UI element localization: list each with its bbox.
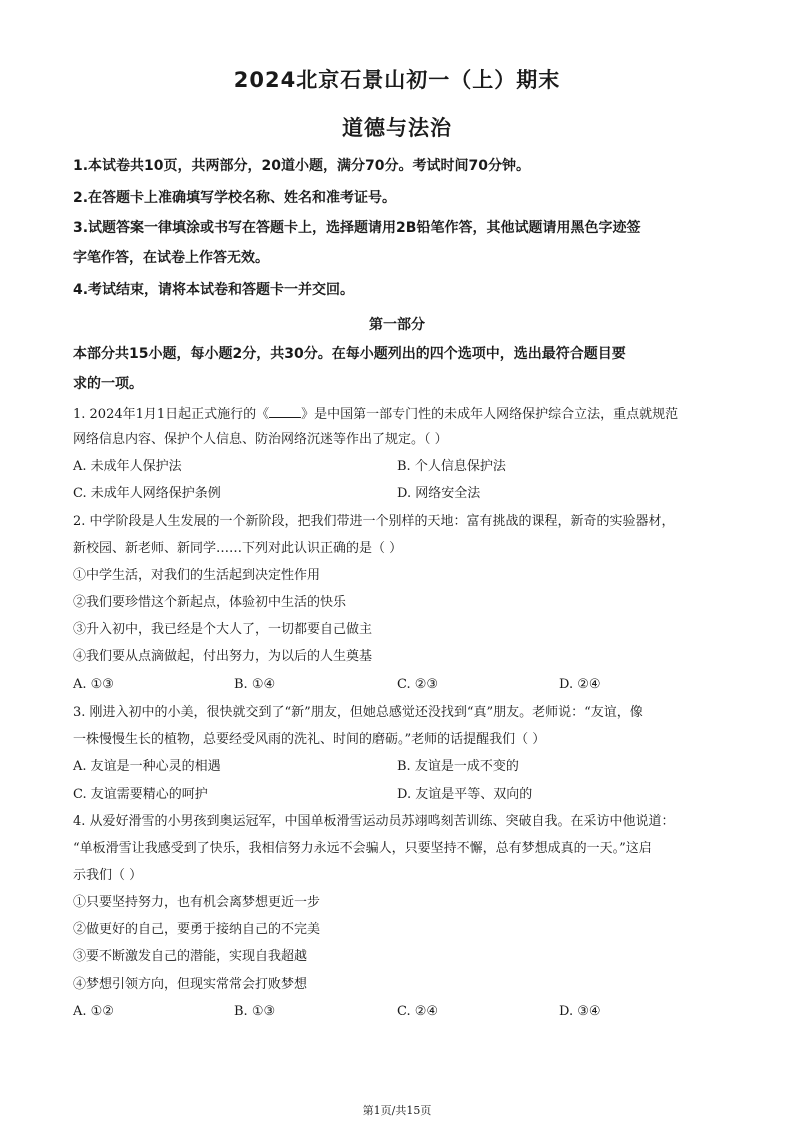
part-intro-cont: 求的一项。 bbox=[73, 376, 143, 392]
exam-title: 2024北京石景山初一（上）期末 bbox=[233, 68, 561, 92]
part-intro: 本部分共15小题，每小题2分，共30分。在每小题列出的四个选项中，选出最符合题目要 bbox=[73, 346, 626, 362]
answer-blank bbox=[269, 404, 301, 418]
q2-item-2: ②我们要珍惜这个新起点，体验初中生活的快乐 bbox=[73, 595, 347, 610]
q1-stem-a: 1. 2024年1月1日起正式施行的《 bbox=[73, 407, 270, 422]
q1-option-d: D. 网络安全法 bbox=[397, 486, 481, 501]
subject-title: 道德与法治 bbox=[342, 116, 452, 140]
notice-3-cont: 字笔作答，在试卷上作答无效。 bbox=[73, 250, 269, 266]
q2-option-c: C. ②③ bbox=[397, 677, 439, 692]
q3-option-d: D. 友谊是平等、双向的 bbox=[397, 787, 533, 802]
q4-item-4: ④梦想引领方向，但现实常常会打败梦想 bbox=[73, 977, 308, 992]
q4-stem-cont: “单板滑雪让我感受到了快乐，我相信努力永远不会骗人，只要坚持不懈，总有梦想成真的一天。”这启 bbox=[73, 841, 652, 856]
q2-option-b: B. ①④ bbox=[234, 677, 276, 692]
q4-item-1: ①只要坚持努力，也有机会离梦想更近一步 bbox=[73, 895, 321, 910]
notice-1: 1.本试卷共10页，共两部分，20道小题，满分70分。考试时间70分钟。 bbox=[73, 158, 530, 174]
q2-option-a: A. ①③ bbox=[73, 677, 114, 692]
q2-option-d: D. ②④ bbox=[559, 677, 601, 692]
notice-2: 2.在答题卡上准确填写学校名称、姓名和准考证号。 bbox=[73, 190, 397, 206]
q2-stem: 2. 中学阶段是人生发展的一个新阶段，把我们带进一个别样的天地：富有挑战的课程，新奇的实验器材， bbox=[73, 514, 675, 529]
q4-stem: 4. 从爱好滑雪的小男孩到奥运冠军，中国单板滑雪运动员苏翊鸣刻苦训练、突破自我。在采访中他说道： bbox=[73, 814, 675, 829]
page-number: 第1页/共15页 bbox=[362, 1104, 432, 1117]
notice-3: 3.试题答案一律填涂或书写在答题卡上，选择题请用2B铅笔作答，其他试题请用黑色字迹签 bbox=[73, 220, 641, 236]
q2-item-4: ④我们要从点滴做起，付出努力，为以后的人生奠基 bbox=[73, 649, 373, 664]
q4-item-3: ③要不断激发自己的潜能，实现自我超越 bbox=[73, 949, 308, 964]
q3-option-b: B. 友谊是一成不变的 bbox=[397, 759, 519, 774]
q1-stem-cont: 网络信息内容、保护个人信息、防治网络沉迷等作出了规定。（ ） bbox=[73, 432, 448, 447]
q4-item-2: ②做更好的自己，要勇于接纳自己的不完美 bbox=[73, 922, 321, 937]
notice-4: 4.考试结束，请将本试卷和答题卡一并交回。 bbox=[73, 282, 355, 298]
q2-item-1: ①中学生活，对我们的生活起到决定性作用 bbox=[73, 568, 321, 583]
q1-option-c: C. 未成年人网络保护条例 bbox=[73, 486, 221, 501]
q3-option-c: C. 友谊需要精心的呵护 bbox=[73, 787, 208, 802]
part-title: 第一部分 bbox=[369, 317, 425, 333]
q1-stem-b: 》是中国第一部专门性的未成年人网络保护综合立法，重点就规范 bbox=[301, 407, 679, 422]
q3-stem-cont: 一株慢慢生长的植物，总要经受风雨的洗礼、时间的磨砺。”老师的话提醒我们（ ） bbox=[73, 732, 546, 747]
q4-option-a: A. ①② bbox=[73, 1004, 114, 1019]
q1-stem bbox=[73, 404, 723, 424]
q4-option-d: D. ③④ bbox=[559, 1004, 601, 1019]
q1-option-a: A. 未成年人保护法 bbox=[73, 459, 182, 474]
q2-item-3: ③升入初中，我已经是个大人了，一切都要自己做主 bbox=[73, 622, 373, 637]
q3-stem: 3. 刚进入初中的小美，很快就交到了“新”朋友，但她总感觉还没找到“真”朋友。老师说：“友谊，像 bbox=[73, 705, 643, 720]
q2-stem-cont: 新校园、新老师、新同学……下列对此认识正确的是（ ） bbox=[73, 541, 403, 556]
q1-option-b: B. 个人信息保护法 bbox=[397, 459, 506, 474]
q4-option-c: C. ②④ bbox=[397, 1004, 439, 1019]
q4-stem-cont-2: 示我们（ ） bbox=[73, 868, 143, 883]
q3-option-a: A. 友谊是一种心灵的相遇 bbox=[73, 759, 221, 774]
q4-option-b: B. ①③ bbox=[234, 1004, 276, 1019]
